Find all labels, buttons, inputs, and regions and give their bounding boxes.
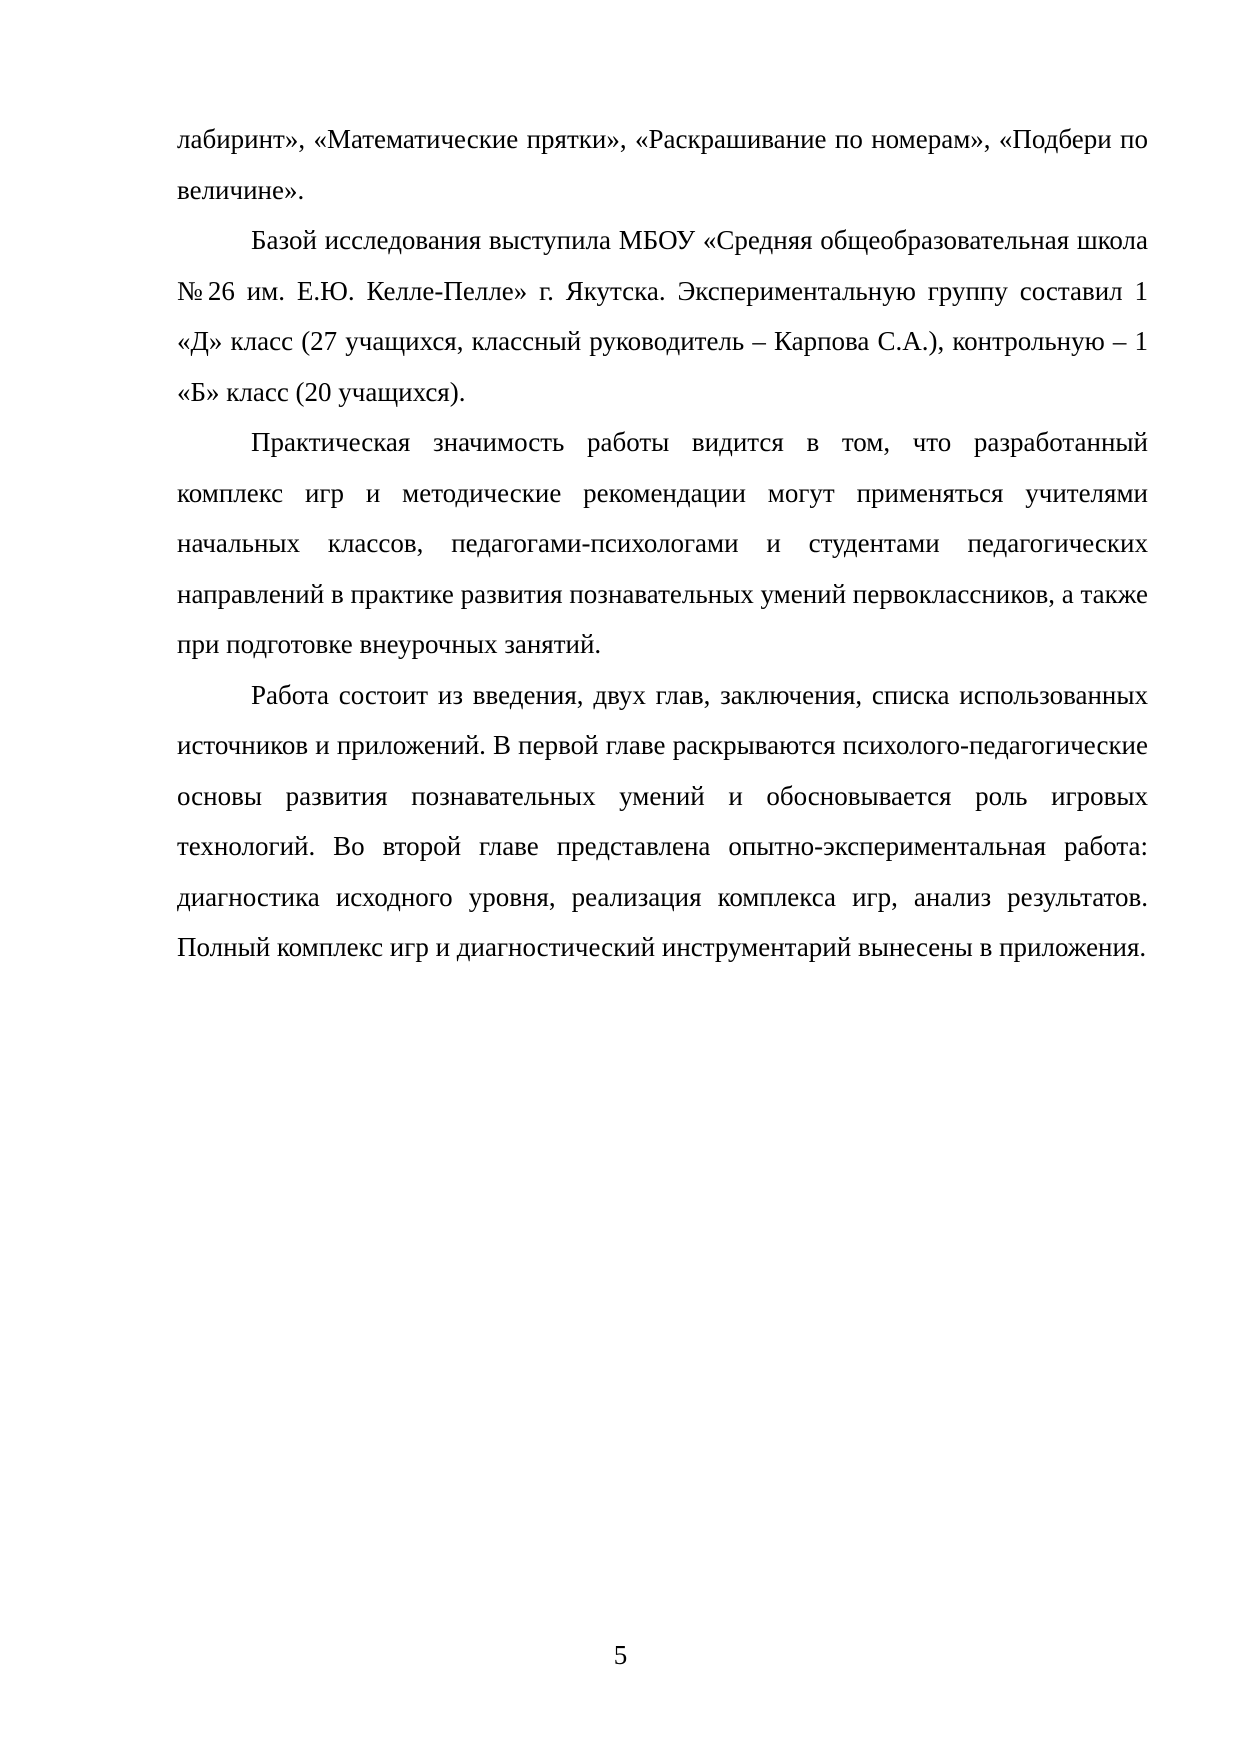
document-body bbox=[177, 114, 1148, 973]
paragraph-research-base: Базой исследования выступила МБОУ «Средняя общеобразовательная школа №26 им. Е.Ю. Келле-Пелле» г. Якутска. Экспериментальную группу составил 1 «Д» класс (27 учащихся, классный руководитель – Карпова С.А.), контрольную – 1 «Б» класс (20 учащихся). bbox=[177, 225, 1148, 407]
paragraph-work-structure: Работа состоит из введения, двух глав, заключения, списка использованных источников и приложений. В первой главе раскрываются психолого-педагогические основы развития познавательных умений и обосновывается роль игровых технологий. Во второй главе представлена опытно-экспериментальная работа: диагностика исходного уровня, реализация комплекса игр, анализ результатов. Полный комплекс игр и диагностический инструментарий вынесены в приложения. bbox=[177, 679, 1148, 962]
paragraph-continuation: лабиринт», «Математические прятки», «Раскрашивание по номерам», «Подбери по величине». bbox=[177, 124, 1148, 205]
page-number: 5 bbox=[613, 1640, 628, 1670]
paragraph-practical-significance: Практическая значимость работы видится в том, что разработанный комплекс игр и методические рекомендации могут применяться учителями начальных классов, педагогами-психологами и студентами педагогических направлений в практике развития познавательных умений первоклассников, а также при подготовке внеурочных занятий. bbox=[177, 427, 1148, 659]
